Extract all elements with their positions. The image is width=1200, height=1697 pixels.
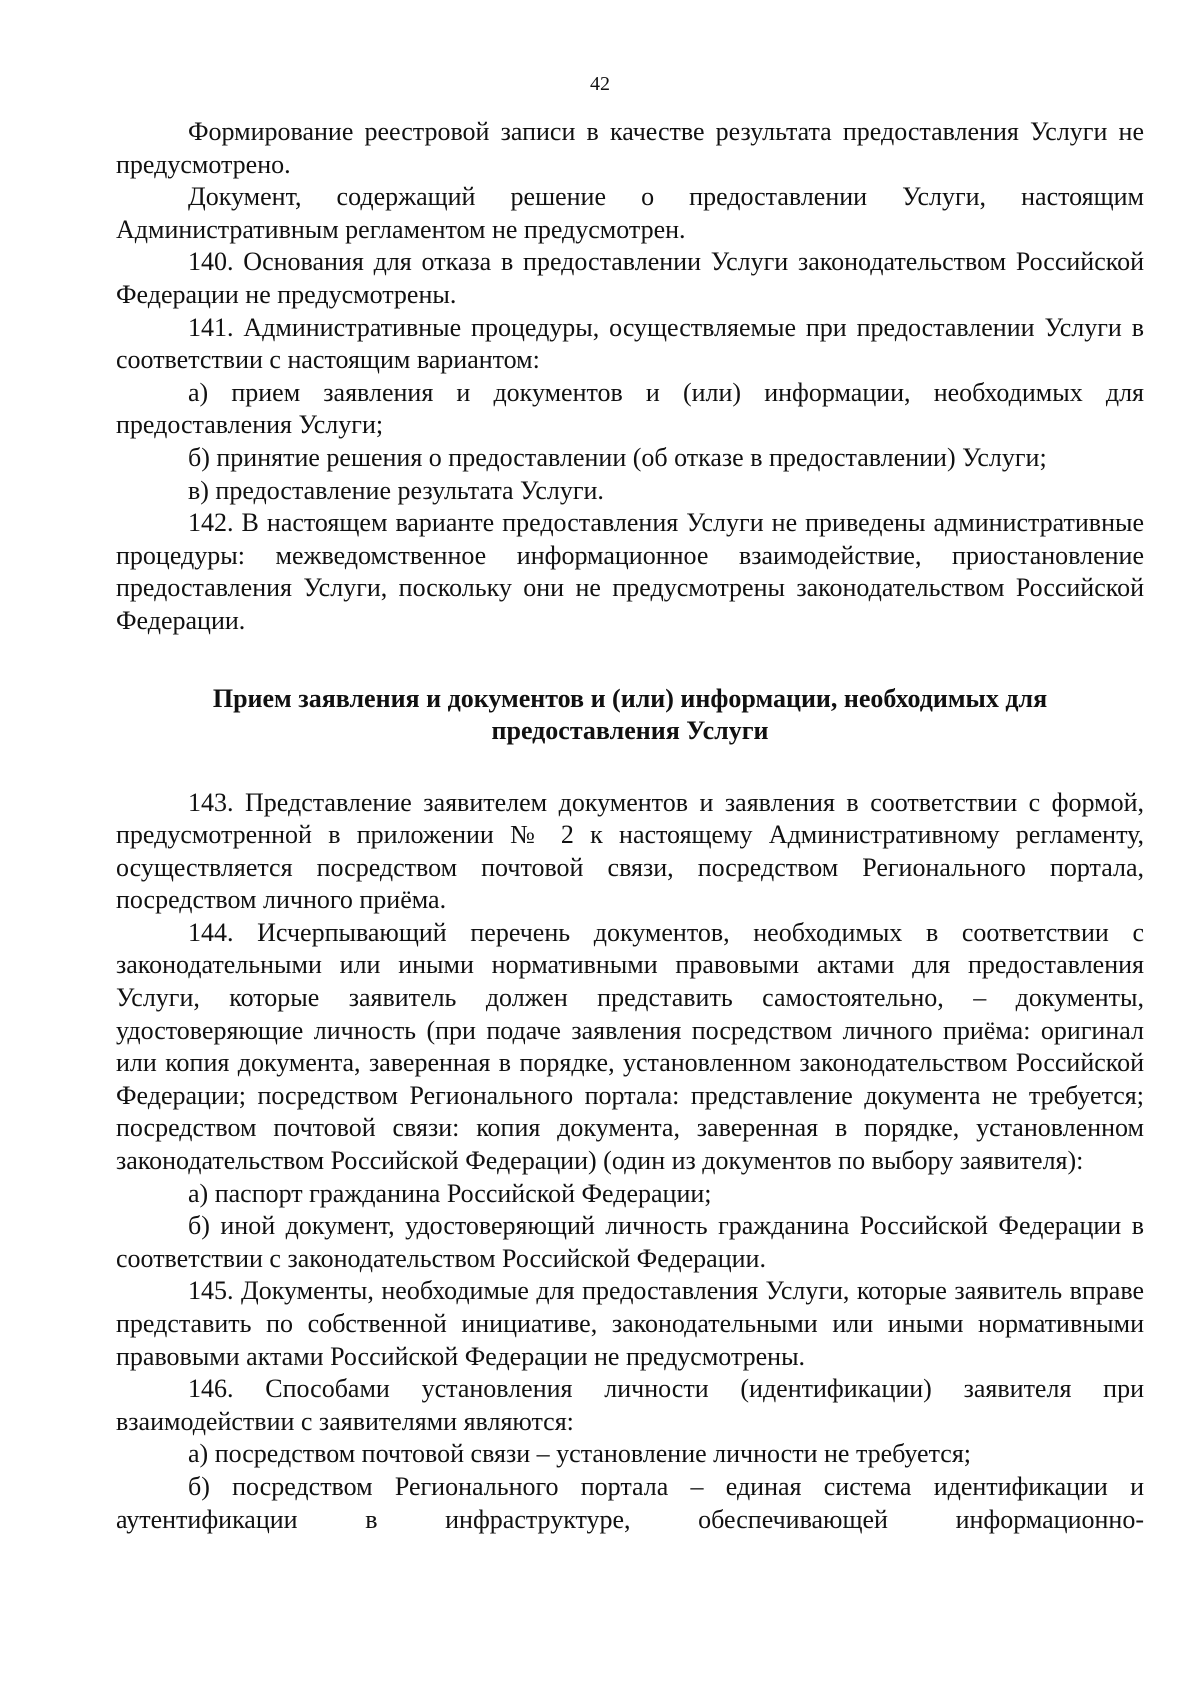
paragraph-decision-document: Документ, содержащий решение о предоставлении Услуги, настоящим Административным регламентом не предусмотрен.	[116, 182, 1144, 244]
paragraph-143: 143. Представление заявителем документов и заявления в соответствии с формой, предусмотренной в приложении № 2 к настоящему Административному регламенту, осуществляется посредством почтовой связи, посредством Регионального портала, посредством личного приёма.	[116, 787, 1144, 915]
list-item-141-b: б) принятие решения о предоставлении (об отказе в предоставлении) Услуги;	[188, 442, 1047, 472]
list-item-144-a: а) паспорт гражданина Российской Федерации;	[188, 1178, 712, 1208]
document-body	[116, 116, 1144, 1536]
paragraph-141: 141. Административные процедуры, осуществляемые при предоставлении Услуги в соответствии с настоящим вариантом:	[116, 312, 1144, 375]
list-item-146-b: б) посредством Регионального портала – единая система идентификации и аутентификации в инфраструктуре, обеспечивающей информационно-	[116, 1471, 1144, 1534]
paragraph-registry-record: Формирование реестровой записи в качестве результата предоставления Услуги не предусмотрено.	[116, 117, 1144, 179]
page-number: 42	[590, 73, 610, 95]
paragraph-144: 144. Исчерпывающий перечень документов, необходимых в соответствии с законодательными или иными нормативными правовыми актами для предоставления Услуги, которые заявитель должен представить самостоятельно, – документы, удостоверяющие личность (при подаче заявления посредством личного приёма: оригинал или копия документа, заверенная в порядке, установленном законодательством Российской Федерации; посредством Регионального портала: представление документа не требуется; посредством почтовой связи: копия документа, заверенная в порядке, установленном законодательством Российской Федерации) (один из документов по выбору заявителя):	[116, 917, 1144, 1176]
list-item-141-a: а) прием заявления и документов и (или) информации, необходимых для предоставления Услуги;	[116, 377, 1144, 440]
list-item-146-a: а) посредством почтовой связи – установление личности не требуется;	[188, 1439, 971, 1469]
paragraph-145: 145. Документы, необходимые для предоставления Услуги, которые заявитель вправе представить по собственной инициативе, законодательными или иными нормативными правовыми актами Российской Федерации не предусмотрены.	[116, 1276, 1144, 1371]
list-item-141-c: в) предоставление результата Услуги.	[188, 475, 604, 505]
paragraph-146: 146. Способами установления личности (идентификации) заявителя при взаимодействии с заявителями являются:	[116, 1374, 1144, 1436]
paragraph-142: 142. В настоящем варианте предоставления Услуги не приведены административные процедуры: межведомственное информационное взаимодействие, приостановление предоставления Услуги, поскольку они не предусмотрены законодательством Российской Федерации.	[116, 508, 1144, 635]
list-item-144-b: б) иной документ, удостоверяющий личность гражданина Российской Федерации в соответствии с законодательством Российской Федерации.	[116, 1211, 1144, 1273]
paragraph-140: 140. Основания для отказа в предоставлении Услуги законодательством Российской Федерации не предусмотрены.	[116, 247, 1144, 309]
section-heading: Прием заявления и документов и (или) информации, необходимых для предоставления Услуги	[212, 683, 1048, 745]
